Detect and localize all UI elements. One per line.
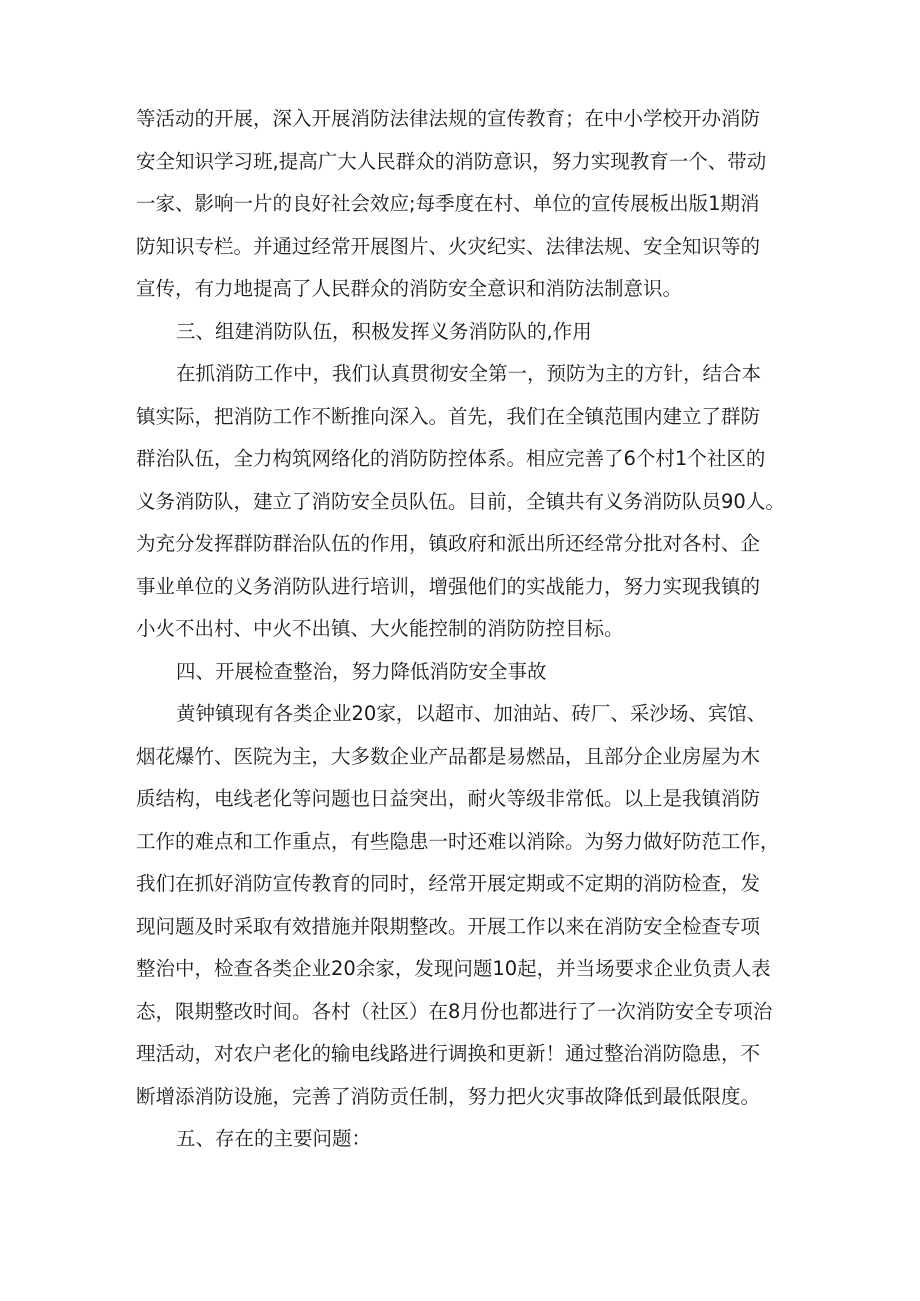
text-line: 防知识专栏。并通过经常开展图片、火灾纪实、法律法规、安全知识等的: [136, 234, 761, 258]
text-line: 质结构，电线老化等问题也日益突出，耐火等级非常低。以上是我镇消防: [136, 787, 761, 810]
text-line: 烟花爆竹、医院为主，大多数企业产品都是易燃品，且部分企业房屋为木: [136, 744, 761, 768]
text-line: 等活动的开展，深入开展消防法律法规的宣传教育；在中小学校开办消防: [136, 107, 761, 130]
text-line: 小火不出村、中火不出镇、大火能控制的消防防控目标。: [136, 617, 624, 640]
text-line: 为充分发挥群防群治队伍的作用，镇政府和派出所还经常分批对各村、企: [136, 532, 761, 555]
text-line: 黄钟镇现有各类企业20家，以超市、加油站、砖厂、采沙场、宾馆、: [176, 702, 767, 725]
text-line: 断增添消防设施，完善了消防贡任制，努力把火灾事故降低到最低限度。: [136, 1084, 761, 1108]
heading-text: 三、组建消防队伍，积极发挥义务消防队的,作用: [176, 319, 592, 343]
text-line: 态，限期整改时间。各村（社区）在8月份也都进行了一次消防安全专项治: [136, 999, 773, 1023]
paragraph-inspection: [136, 693, 800, 1118]
text-line: 事业单位的义务消防队进行培训，增强他们的实战能力，努力实现我镇的: [136, 574, 761, 598]
text-line: 一家、影响一片的良好社会效应;每季度在村、单位的宣传展板出版1期消: [136, 192, 760, 215]
heading-text: 五、存在的主要问题：: [176, 1127, 372, 1150]
heading-text: 四、开展检查整治，努力降低消防安全事故: [176, 659, 547, 683]
section-heading-5: [136, 1118, 800, 1161]
text-line: 安全知识学习班,提高广大人民群众的消防意识，努力实现教育一个、带动: [136, 149, 767, 173]
text-line: 在抓消防工作中，我们认真贯彻安全第一，预防为主的方针，结合本: [176, 362, 762, 385]
text-line: 工作的难点和工作重点，有些隐患一时还难以消除。为努力做好防范工作，: [136, 829, 780, 853]
text-line: 义务消防队，建立了消防安全员队伍。目前，全镇共有义务消防队员90人。: [136, 489, 785, 513]
text-line: 整治中，检查各类企业20余家，发现问题10起，并当场要求企业负责人表: [136, 957, 771, 980]
section-heading-4: [136, 651, 800, 694]
text-line: 理活动，对农户老化的输电线路进行调换和更新！通过整治消防隐患，不: [136, 1042, 761, 1065]
text-line: 现问题及时采取有效措施并限期整改。开展工作以来在消防安全检查专项: [136, 914, 761, 938]
text-line: 宣传，有力地提高了人民群众的消防安全意识和消防法制意识。: [136, 277, 683, 300]
text-line: 镇实际，把消防工作不断推向深入。首先，我们在全镇范围内建立了群防: [136, 404, 761, 428]
section-heading-3: [136, 311, 800, 354]
paragraph-publicity: [136, 98, 800, 311]
paragraph-fire-team: [136, 353, 800, 651]
document-body: [136, 98, 800, 1161]
text-line: 我们在抓好消防宣传教育的同时，经常开展定期或不定期的消防检查，发: [136, 872, 761, 895]
text-line: 群治队伍，全力构筑网络化的消防防控体系。相应完善了6个村1个社区的: [136, 447, 766, 470]
